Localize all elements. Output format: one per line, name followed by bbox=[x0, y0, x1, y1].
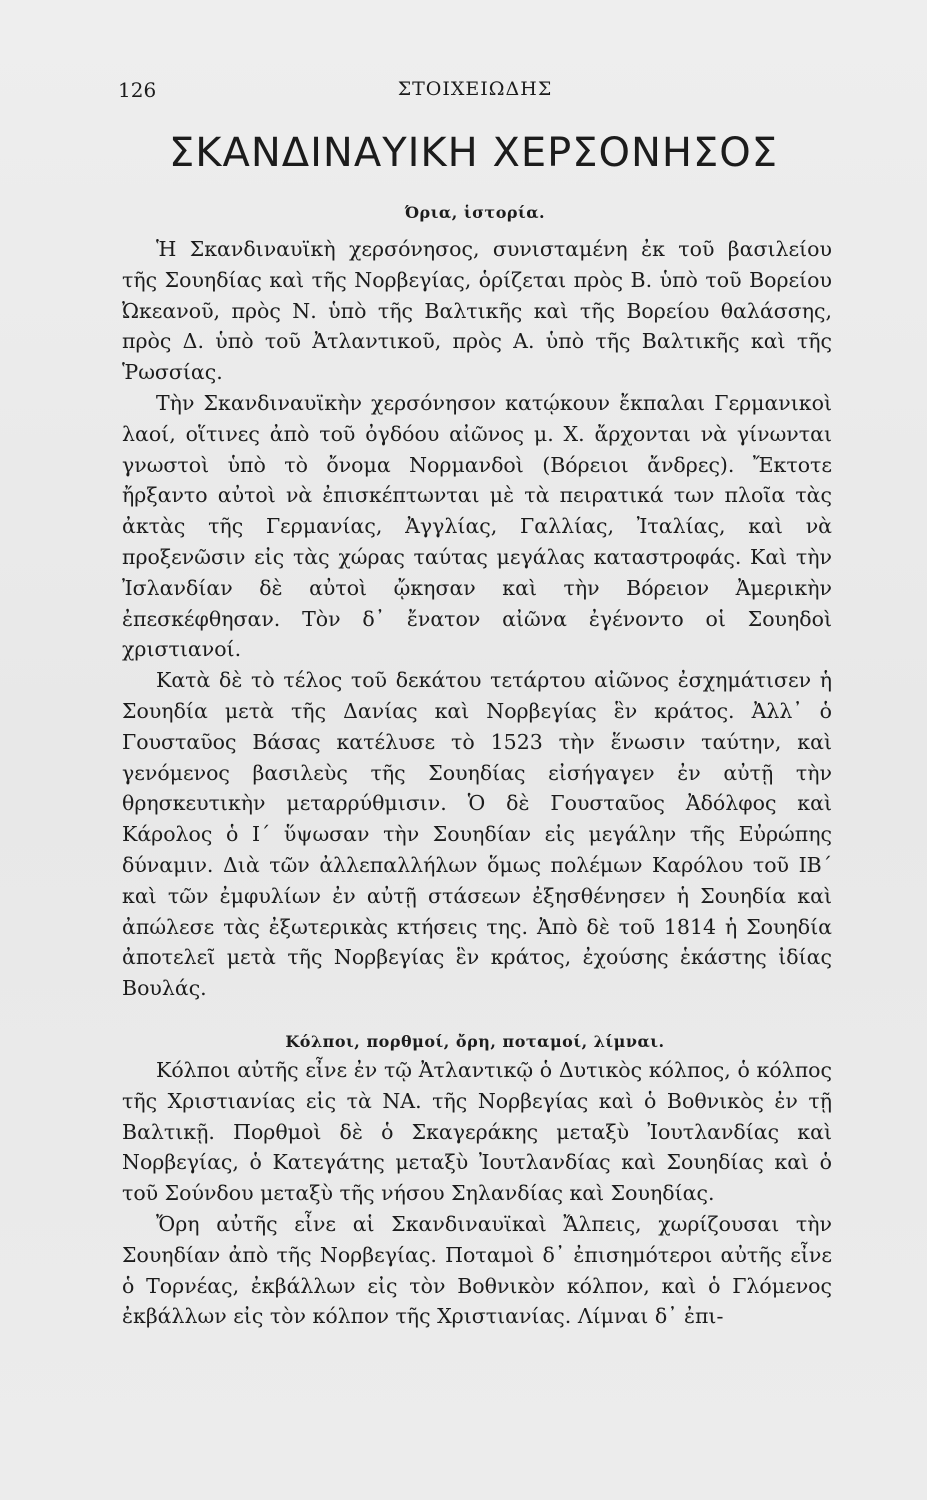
page-number: 126 bbox=[118, 78, 157, 102]
paragraph-borders: Ἡ Σκανδιναυϊκὴ χερσόνησος, συνισταμένη ἐκ τοῦ βασιλείου τῆς Σουηδίας καὶ τῆς Νορβεγίας, ὁρίζεται πρὸς Β. ὑπὸ τοῦ Βορείου Ὠκεανοῦ, πρὸς Ν. ὑπὸ τῆς Βαλτικῆς καὶ τῆς Βορείου θαλάσσης, πρὸς Δ. ὑπὸ τοῦ Ἀτλαντικοῦ, πρὸς Α. ὑπὸ τῆς Βαλτικῆς καὶ τῆς Ῥωσσίας. bbox=[122, 237, 832, 385]
chapter-title: ΣΚΑΝΔΙΝΑΥΙΚΗ ΧΕΡΣΟΝΗΣΟΣ bbox=[168, 130, 779, 176]
section-heading-borders-history: Όρια, ἱστορία. bbox=[404, 203, 546, 222]
section-heading-geography: Κόλποι, πορθμοί, ὄρη, ποταμοί, λίμναι. bbox=[285, 1032, 665, 1051]
paragraph-mountains-rivers: Ὄρη αὐτῆς εἶνε αἱ Σκανδιναυϊκαὶ Ἄλπεις, χωρίζουσαι τὴν Σουηδίαν ἀπὸ τῆς Νορβεγίας. Ποταμοὶ δ᾽ ἐπισημότεροι αὐτῆς εἶνε ὁ Τορνέας, ἐκβάλλων εἰς τὸν Βοθνικὸν κόλπον, καὶ ὁ Γλόμενος ἐκβάλλων εἰς τὸν κόλπον τῆς Χριστιανίας. Λίμναι δ᾽ ἐπι- bbox=[122, 1211, 832, 1329]
paragraph-union-history: Κατὰ δὲ τὸ τέλος τοῦ δεκάτου τετάρτου αἰῶνος ἐσχημάτισεν ἡ Σουηδία μετὰ τῆς Δανίας καὶ Νορβεγίας ἓν κράτος. Ἀλλ᾽ ὁ Γουσταῦος Βάσας κατέλυσε τὸ 1523 τὴν ἕνωσιν ταύτην, καὶ γενόμενος βασιλεὺς τῆς Σουηδίας εἰσήγαγεν ἐν αὐτῇ τὴν θρησκευτικὴν μεταρρύθμισιν. Ὁ δὲ Γουσταῦος Ἀδόλφος καὶ Κάρολος ὁ Ι΄ ὕψωσαν τὴν Σουηδίαν εἰς μεγάλην τῆς Εὐρώπης δύναμιν. Διὰ τῶν ἀλλεπαλλήλων ὅμως πολέμων Καρόλου τοῦ ΙΒ΄ καὶ τῶν ἐμφυλίων ἐν αὐτῇ στάσεων ἐξησθένησεν ἡ Σουηδία καὶ ἀπώλεσε τὰς ἐξωτερικὰς κτήσεις της. Ἀπὸ δὲ τοῦ 1814 ἡ Σουηδία ἀποτελεῖ μετὰ τῆς Νορβεγίας ἓν κράτος, ἐχούσης ἑκάστης ἰδίας Βουλάς. bbox=[122, 668, 832, 1001]
page-header bbox=[118, 78, 832, 104]
paragraph-normans: Τὴν Σκανδιναυϊκὴν χερσόνησον κατῴκουν ἔκπαλαι Γερμανικοὶ λαοί, οἵτινες ἀπὸ τοῦ ὀγδόου αἰῶνος μ. Χ. ἄρχονται νὰ γίνωνται γνωστοὶ ὑπὸ τὸ ὄνομα Νορμανδοὶ (Βόρειοι ἄνδρες). Ἔκτοτε ἤρξαντο αὐτοὶ νὰ ἐπισκέπτωνται μὲ τὰ πειρατικά των πλοῖα τὰς ἀκτὰς τῆς Γερμανίας, Ἀγγλίας, Γαλλίας, Ἰταλίας, καὶ νὰ προξενῶσιν εἰς τὰς χώρας ταύτας μεγάλας καταστροφάς. Καὶ τὴν Ἰσλανδίαν δὲ αὐτοὶ ᾤκησαν καὶ τὴν Βόρειον Ἀμερικὴν ἐπεσκέφθησαν. Τὸν δ᾽ ἔνατον αἰῶνα ἐγένοντο οἱ Σουηδοὶ χριστιανοί. bbox=[122, 390, 832, 662]
section-body-borders-history bbox=[122, 234, 832, 1004]
section-body-geography bbox=[122, 1055, 832, 1332]
running-head: ΣΤΟΙΧΕΙΩΔΗΣ bbox=[397, 78, 553, 100]
paragraph-gulfs-straits: Κόλποι αὐτῆς εἶνε ἐν τῷ Ἀτλαντικῷ ὁ Δυτικὸς κόλπος, ὁ κόλπος τῆς Χριστιανίας εἰς τὰ ΝΑ. τῆς Νορβεγίας καὶ ὁ Βοθνικὸς ἐν τῇ Βαλτικῇ. Πορθμοὶ δὲ ὁ Σκαγεράκης μεταξὺ Ἰουτλανδίας καὶ Νορβεγίας, ὁ Κατεγάτης μεταξὺ Ἰουτλανδίας καὶ Σουηδίας καὶ ὁ τοῦ Σούνδου μεταξὺ τῆς νήσου Σηλανδίας καὶ Σουηδίας. bbox=[122, 1058, 832, 1206]
